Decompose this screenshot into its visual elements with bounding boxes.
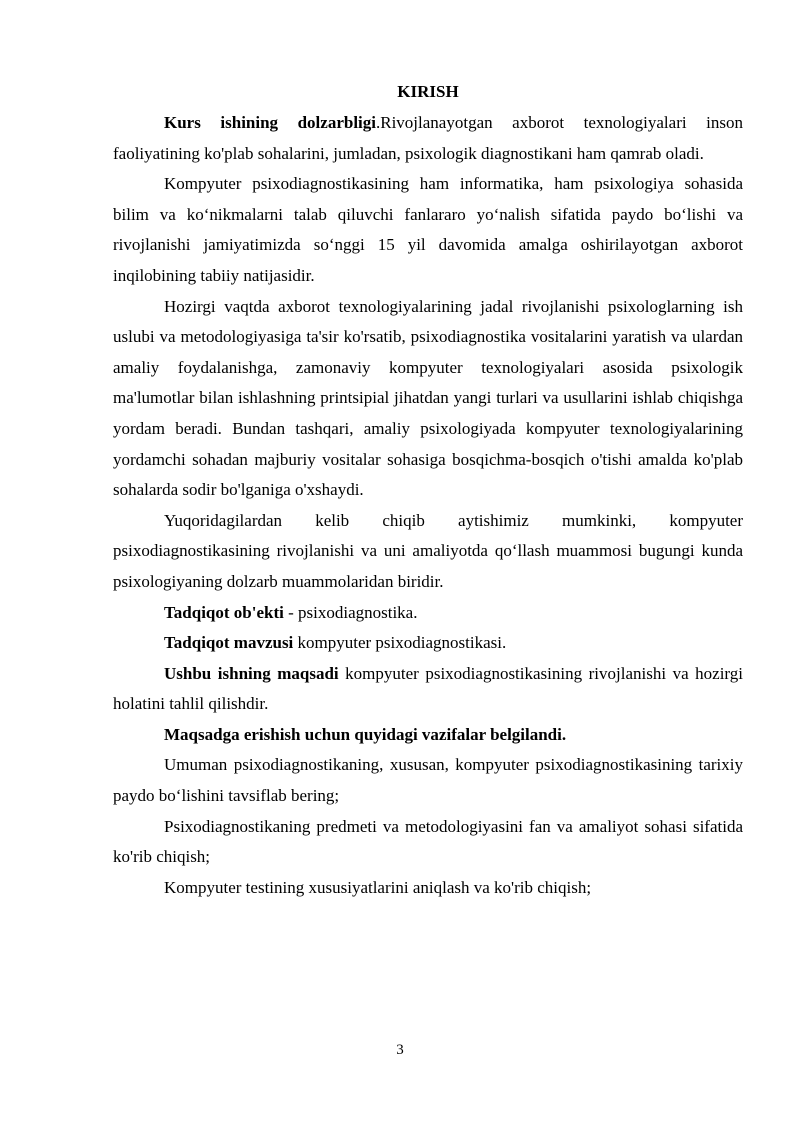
paragraph-current-development [113,292,743,506]
paragraph-text: .Rivojlanayotgan axborot texnologiyalari inson faoliyatining ko'plab sohalarini, jumladan, psixologik diagnostikani ham qamrab oladi. [113,113,743,163]
paragraph-text: kompyuter psixodiagnostikasi. [293,633,507,653]
section-heading: KIRISH [397,82,459,101]
paragraph-bold-lead: Maqsadga erishish uchun quyidagi vazifalar belgilandi. [164,724,567,744]
paragraph-bold-lead: Tadqiqot ob'ekti [164,602,284,622]
paragraph-work-goal [113,659,743,720]
paragraph-bold-lead: Ushbu ishning maqsadi [164,663,339,683]
paragraph-task-2 [113,812,743,873]
paragraph-text: Hozirgi vaqtda axborot texnologiyalarining jadal rivojlanishi psixologlarning ish uslubi va metodologiyasiga ta'sir ko'rsatib, psixodiagnostika vositalarini yaratish va ulardan amaliy foydalanishga, zamonaviy kompyuter texnologiyalari asosida psixologik ma'lumotlar bilan ishlashning printsipial jihatdan yangi turlari va usullarini ishlab chiqishga yordam beradi. Bundan tashqari, amaliy psixologiyada kompyuter texnologiyalarining yordamchi sohadan majburiy vositalar sohasiga bosqichma-bosqich o'tishi amalda ko'plab sohalarda sodir bo'lganiga o'xshaydi. [113,296,743,500]
paragraph-text: Umuman psixodiagnostikaning, xususan, kompyuter psixodiagnostikasining tarixiy paydo bo‘lishini tavsiflab bering; [113,755,743,806]
paragraph-text: Yuqoridagilardan kelib chiqib aytishimiz mumkinki, kompyuter psixodiagnostikasining rivojlanishi va uni amaliyotda qo‘llash muammosi bugungi kunda psixologiyaning dolzarb muammolaridan biridir. [113,510,743,591]
paragraph-bold-lead: Tadqiqot mavzusi [164,633,294,653]
paragraph-text: Kompyuter psixodiagnostikasining ham informatika, ham psixologiya sohasida bilim va ko‘nikmalarni talab qiluvchi fanlararo yo‘nalish sifatida paydo bo‘lishi va rivojlanishi jamiyatimizda so‘nggi 15 yil davomida amalga oshirilayotgan axborot inqilobining tabiiy natijasidir. [113,174,743,285]
page-number: 3 [396,1042,404,1058]
paragraph-relevance [113,108,743,169]
paragraph-text: - psixodiagnostika. [283,602,418,622]
paragraph-bold-lead: Kurs ishining dolzarbligi [164,113,376,132]
paragraph-computer-psychodiagnostics [113,169,743,291]
paragraph-text: Psixodiagnostikaning predmeti va metodologiyasini fan va amaliyot sohasi sifatida ko'rib chiqish; [113,816,743,867]
paragraph-task-3 [113,873,743,904]
paragraph-tasks-heading [113,720,743,751]
document-page [113,78,743,903]
paragraph-task-1 [113,750,743,811]
paragraph-research-object [113,598,743,629]
paragraph-text: kompyuter psixodiagnostikasining rivojlanishi va hozirgi holatini tahlil qilishdir. [113,663,743,714]
paragraph-research-subject [113,628,743,659]
paragraph-text: Kompyuter testining xususiyatlarini aniqlash va ko'rib chiqish; [164,877,592,897]
paragraph-conclusion [113,506,743,598]
